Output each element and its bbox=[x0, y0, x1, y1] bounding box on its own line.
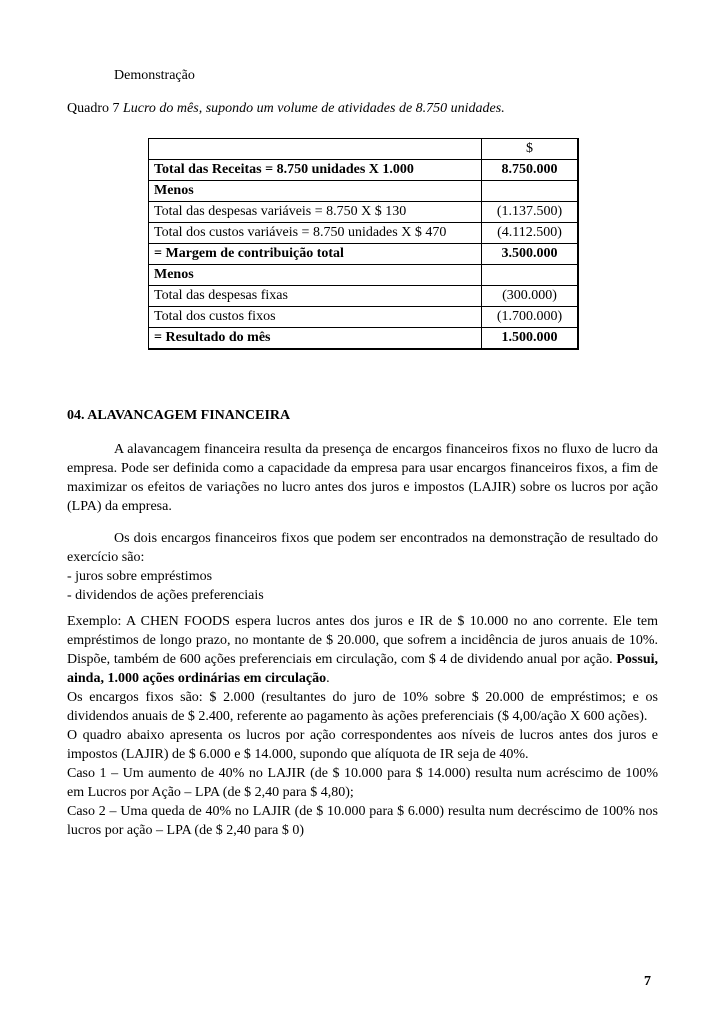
table-row bbox=[149, 160, 579, 181]
row-label: Total das Receitas = 8.750 unidades X 1.000 bbox=[149, 160, 482, 181]
row-label: = Resultado do mês bbox=[149, 328, 482, 350]
currency-header: $ bbox=[482, 139, 579, 160]
paragraph-fixed-charges bbox=[67, 529, 658, 605]
profit-table bbox=[148, 138, 579, 350]
case-1-text: Caso 1 – Um aumento de 40% no LAJIR (de $ 10.000 para $ 14.000) resulta num acréscimo de 100% em Lucros por Ação – LPA (de $ 2,40 para $ 4,80); bbox=[67, 766, 658, 800]
row-value: (4.112.500) bbox=[482, 223, 579, 244]
row-label: Total dos custos variáveis = 8.750 unidades X $ 470 bbox=[149, 223, 482, 244]
table-row bbox=[149, 328, 579, 350]
row-value bbox=[482, 265, 579, 286]
table-row bbox=[149, 202, 579, 223]
table-row bbox=[149, 286, 579, 307]
table-row bbox=[149, 181, 579, 202]
fixed-charges-text: Os encargos fixos são: $ 2.000 (resultantes do juro de 10% sobre $ 20.000 de empréstimos; e os dividendos anuais de $ 2.400, referente ao pagamento às ações preferenciais ($ 4,00/ação X 600 ações). bbox=[67, 690, 658, 724]
caption-prefix: Quadro 7 bbox=[67, 101, 120, 116]
table-row bbox=[149, 265, 579, 286]
row-value: (1.137.500) bbox=[482, 202, 579, 223]
caption-title: Lucro do mês, supondo um volume de atividades de 8.750 unidades. bbox=[123, 101, 505, 116]
example-text-end: . bbox=[326, 671, 330, 686]
page-number: 7 bbox=[644, 974, 651, 989]
row-label: = Margem de contribuição total bbox=[149, 244, 482, 265]
case-2-text: Caso 2 – Uma queda de 40% no LAJIR (de $ 10.000 para $ 6.000) resulta num decréscimo de 100% nos lucros por ação – LPA (de $ 2,40 para $ 0) bbox=[67, 804, 658, 838]
table-row bbox=[149, 223, 579, 244]
table-header-row bbox=[149, 139, 579, 160]
paragraph-text: A alavancagem financeira resulta da presença de encargos financeiros fixos no fluxo de lucro da empresa. Pode ser definida como a capacidade da empresa para usar encargos financeiros fixos, a fim de maximizar os efeitos de variações no lucro antes dos juros e impostos (LAJIR) sobre os lucros por ação (LPA) da empresa. bbox=[67, 442, 658, 514]
row-value: 1.500.000 bbox=[482, 328, 579, 350]
demonstration-label: Demonstração bbox=[114, 68, 195, 83]
row-label: Total das despesas variáveis = 8.750 X $ 130 bbox=[149, 202, 482, 223]
row-value: (300.000) bbox=[482, 286, 579, 307]
table-header-label bbox=[149, 139, 482, 160]
row-value: 8.750.000 bbox=[482, 160, 579, 181]
paragraph-definition bbox=[67, 440, 658, 516]
section-heading: 04. ALAVANCAGEM FINANCEIRA bbox=[67, 408, 291, 423]
row-value: 3.500.000 bbox=[482, 244, 579, 265]
example-section bbox=[67, 612, 658, 840]
row-label: Total dos custos fixos bbox=[149, 307, 482, 328]
list-item: - dividendos de ações preferenciais bbox=[67, 588, 264, 603]
list-item: - juros sobre empréstimos bbox=[67, 569, 213, 584]
row-label: Total das despesas fixas bbox=[149, 286, 482, 307]
table-caption bbox=[67, 99, 505, 118]
row-label: Menos bbox=[149, 265, 482, 286]
table-row bbox=[149, 307, 579, 328]
row-value: (1.700.000) bbox=[482, 307, 579, 328]
paragraph-text: Os dois encargos financeiros fixos que podem ser encontrados na demonstração de resultado do exercício são: bbox=[67, 531, 658, 565]
example-text: Exemplo: A CHEN FOODS espera lucros antes dos juros e IR de $ 10.000 no ano corrente. Ele tem empréstimos de longo prazo, no montante de $ 20.000, que sofrem a incidência de juros anuais de 10%. Dispõe, também de 600 ações preferenciais em circulação, com $ 4 de dividendo anual por ação. bbox=[67, 614, 658, 667]
row-label: Menos bbox=[149, 181, 482, 202]
example-bold-text: Possui, ainda, 1.000 ações ordinárias em circulação bbox=[67, 652, 658, 686]
table-intro-text: O quadro abaixo apresenta os lucros por ação correspondentes aos níveis de lucros antes dos juros e impostos (LAJIR) de $ 6.000 e $ 14.000, supondo que alíquota de IR seja de 40%. bbox=[67, 728, 658, 762]
table-row bbox=[149, 244, 579, 265]
row-value bbox=[482, 181, 579, 202]
example-paragraph bbox=[67, 612, 658, 688]
